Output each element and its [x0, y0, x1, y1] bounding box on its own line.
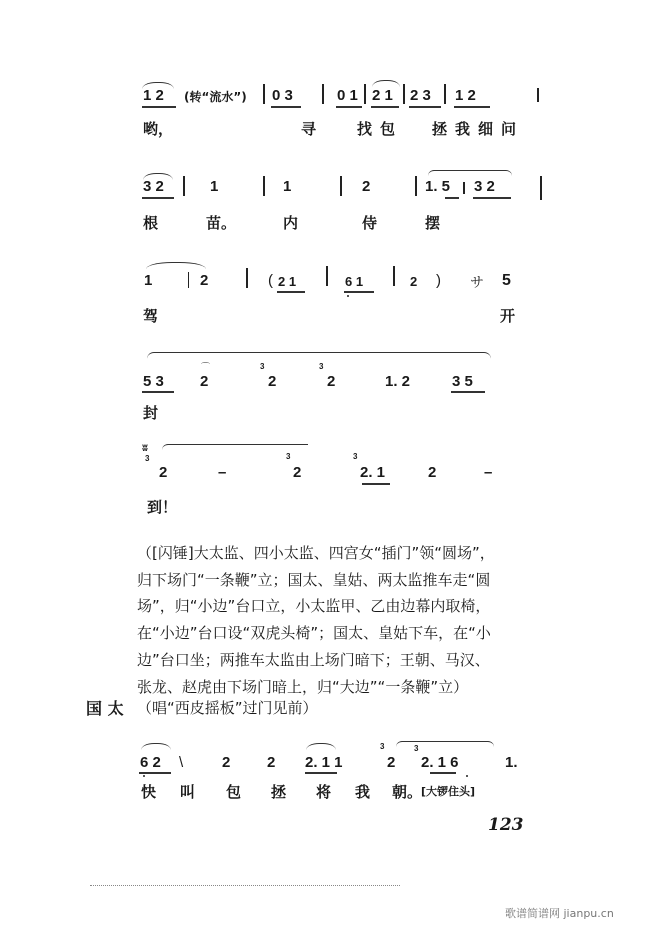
underline [139, 772, 171, 774]
slur [396, 741, 494, 748]
bar-line [322, 84, 324, 104]
low-octave-dot [347, 295, 349, 297]
watermark: 歌谱简谱网 jianpu.cn [505, 907, 614, 920]
grace-note: 3 [353, 452, 358, 461]
note-group: 2 1 [372, 87, 393, 104]
note: 1 [210, 178, 219, 195]
note-group: 1. 5 [425, 178, 451, 195]
direction-line: 在“小边”台口设“双虎头椅”；国太、皇姑下车，在“小 [137, 624, 491, 643]
note-group: 3 2 [474, 178, 495, 195]
note: 2 [159, 464, 168, 481]
note-group: 6 1 [345, 274, 364, 289]
slur [428, 170, 512, 177]
direction-line: （[闪锤]大太监、四小太监、四宫女“插门”领“圆场”， [137, 544, 495, 562]
note-group: 1. 2 [385, 373, 411, 390]
note: 1. [505, 754, 518, 771]
underline [473, 197, 511, 199]
slur [141, 743, 171, 750]
direction-line: 张龙、赵虎由下场门暗上，归“大边”“一条鞭”立） [137, 677, 469, 696]
direction-line: 边”台口坐；两推车太监由上场门暗下；王朝、马汉、 [137, 650, 490, 669]
note: 2 [200, 373, 209, 390]
grace-note: 3 [145, 454, 150, 463]
lyric: 将 [316, 783, 332, 801]
note-group: 1 2 [455, 87, 476, 104]
note: 2 [293, 464, 302, 481]
note: 1 [283, 178, 292, 195]
lyric: 到！ [147, 498, 178, 516]
percussion-cue: [大锣住头] [421, 785, 476, 798]
grace-note: 3 [286, 452, 291, 461]
lyric: 朝。 [392, 783, 423, 801]
underline [142, 391, 174, 393]
lyric: 拯我细问 [432, 120, 525, 138]
bar-line [246, 268, 248, 288]
role-direction: （唱“西皮摇板”过门见前） [137, 699, 318, 717]
note-group: 2 1 [278, 274, 297, 289]
note: 2 [268, 373, 277, 390]
lyric: 摆 [425, 214, 441, 232]
note-group: 2. 1 1 [305, 754, 343, 771]
grace-note: 3 [260, 362, 265, 371]
grace-note: 3 [414, 744, 419, 753]
page-number: 123 [488, 815, 524, 835]
underline [445, 197, 459, 199]
note-group: 6 2 [140, 754, 161, 771]
note-group: 2 3 [410, 87, 431, 104]
note-group: 2. 1 6 [421, 754, 459, 771]
lyric: 包 [226, 783, 242, 801]
stage-directions [137, 540, 495, 700]
fermata-icon: ⌒ [201, 363, 211, 373]
note-group: 1 2 [143, 87, 164, 104]
note: 2 [387, 754, 396, 771]
note-group: 5 3 [143, 373, 164, 390]
underline [277, 291, 305, 293]
paren-open: ( [268, 272, 273, 289]
paren-close: ) [436, 272, 441, 289]
bar-line [183, 176, 185, 196]
bar-line [326, 266, 328, 286]
lyric: 内 [283, 214, 299, 232]
bar-line [340, 176, 342, 196]
bar-line [463, 182, 465, 194]
note-group: 3 5 [452, 373, 473, 390]
slur [162, 444, 308, 451]
note: 2 [362, 178, 371, 195]
bar-line [444, 84, 446, 104]
scan-artifact-line [90, 885, 400, 886]
tempo-change-label: (转“流水”) [184, 90, 247, 104]
bar-line [537, 88, 539, 102]
lyric: 侍 [362, 214, 378, 232]
mordent-icon: ʬ [142, 443, 148, 454]
lyric: 拯 [271, 783, 287, 801]
note: 1 [144, 272, 153, 289]
role-name: 国 太 [86, 699, 124, 718]
lyric: 开 [500, 307, 516, 325]
underline [336, 106, 362, 108]
bar-line [364, 84, 366, 104]
grace-note: 3 [380, 742, 385, 751]
grace-note: 3 [319, 362, 324, 371]
note: 2 [200, 272, 209, 289]
lyric: 哟， [143, 120, 174, 138]
dash: – [484, 464, 493, 481]
bar-line [415, 176, 417, 196]
bar-line [188, 272, 189, 288]
note: 2 [327, 373, 336, 390]
underline [142, 197, 174, 199]
lyric: 找包 [357, 120, 404, 138]
bar-line [403, 84, 405, 104]
note-group: 0 3 [272, 87, 293, 104]
lyric: 叫 [180, 783, 196, 801]
bar-line [393, 266, 395, 286]
slur [147, 352, 491, 359]
underline [305, 772, 337, 774]
underline [362, 483, 390, 485]
direction-line: 场”，归“小边”台口立，小太监甲、乙由边幕内取椅， [137, 597, 491, 616]
low-octave-dot [466, 775, 468, 777]
note-group: 3 2 [143, 178, 164, 195]
lyric: 根 [143, 214, 159, 232]
slur [146, 262, 206, 269]
note-group: 2. 1 [360, 464, 386, 481]
lyric: 驾 [143, 307, 159, 325]
lyric: 寻 [301, 120, 317, 138]
underline [430, 772, 456, 774]
direction-line: 归下场门“一条鞭”立；国太、皇姑、两太监推车走“圆 [137, 570, 491, 589]
underline [409, 106, 441, 108]
underline [451, 391, 485, 393]
underline [271, 106, 301, 108]
underline [454, 106, 490, 108]
underline [371, 106, 399, 108]
bar-line [263, 84, 265, 104]
lyric: 我 [355, 783, 371, 801]
bar-line [263, 176, 265, 196]
note: 5 [502, 272, 511, 289]
slur [372, 80, 400, 87]
note: 2 [222, 754, 231, 771]
slur [306, 743, 336, 750]
low-octave-dot [143, 775, 145, 777]
lyric: 封 [143, 404, 159, 422]
note-group: 0 1 [337, 87, 358, 104]
breath-mark: \ [179, 754, 184, 771]
free-tempo-mark: サ [470, 275, 484, 291]
lyric: 快 [141, 783, 157, 801]
underline [142, 106, 176, 108]
underline [344, 291, 374, 293]
note: 2 [267, 754, 276, 771]
bar-line [540, 176, 542, 200]
note: 2 [410, 274, 418, 289]
note: 2 [428, 464, 437, 481]
dash: – [218, 464, 227, 481]
lyric: 苗。 [206, 214, 237, 232]
